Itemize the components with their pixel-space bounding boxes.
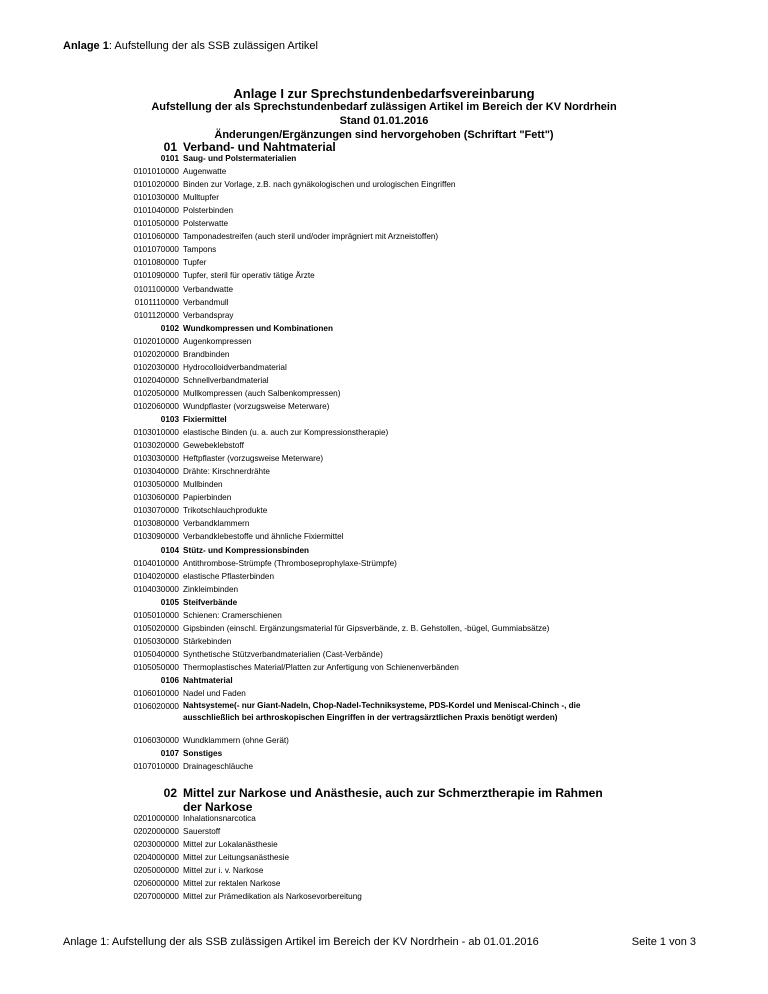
article-code: 0205000000 xyxy=(133,866,179,876)
section-number: 02 xyxy=(163,786,177,800)
list-item xyxy=(0,309,768,322)
group-row xyxy=(0,674,768,687)
article-description: Stütz- und Kompressionsbinden xyxy=(183,545,309,555)
group-row xyxy=(0,413,768,426)
article-code: 0101070000 xyxy=(133,245,179,255)
article-code: 0101110000 xyxy=(134,297,179,307)
list-item xyxy=(0,700,768,726)
article-code: 0101050000 xyxy=(133,219,179,229)
list-item xyxy=(0,838,768,851)
article-description: Mittel zur i. v. Narkose xyxy=(183,866,264,876)
article-description: Sauerstoff xyxy=(183,827,221,837)
list-item xyxy=(0,465,768,478)
article-code: 0107 xyxy=(160,749,179,759)
article-code: 0104010000 xyxy=(133,558,179,568)
page-number: Seite 1 von 3 xyxy=(631,936,696,948)
list-item xyxy=(0,178,768,191)
article-code: 0101040000 xyxy=(133,206,179,216)
list-item xyxy=(0,165,768,178)
article-description: Nadel und Faden xyxy=(183,689,246,699)
article-description: Wundkompressen und Kombinationen xyxy=(183,323,333,333)
list-item xyxy=(0,230,768,243)
article-description: Verbandwatte xyxy=(183,284,234,294)
article-code: 0102050000 xyxy=(133,388,179,398)
group-row xyxy=(0,322,768,335)
article-code: 0102010000 xyxy=(133,336,179,346)
running-header-rest: : Aufstellung der als SSB zulässigen Artikel xyxy=(108,40,318,52)
article-code: 0103 xyxy=(160,415,179,424)
article-description: Verbandklammern xyxy=(183,519,250,529)
article-code: 0103030000 xyxy=(133,454,179,464)
article-code: 0101020000 xyxy=(133,180,179,190)
article-description: Mittel zur Lokalanästhesie xyxy=(183,840,278,850)
article-code: 0101 xyxy=(160,154,179,163)
article-code: 0101100000 xyxy=(134,284,179,294)
list-item xyxy=(0,439,768,452)
article-description: Thermoplastisches Material/Platten zur Anfertigung von Schienenverbänden xyxy=(183,662,459,672)
article-code: 0101030000 xyxy=(133,193,179,203)
list-item xyxy=(0,217,768,230)
article-code: 0105030000 xyxy=(133,636,179,646)
article-description: Zinkleimbinden xyxy=(183,584,239,594)
group-row xyxy=(0,747,768,760)
article-description: Tampons xyxy=(183,245,217,255)
list-item xyxy=(0,283,768,296)
article-description: Mullbinden xyxy=(183,480,223,490)
group-row xyxy=(0,544,768,557)
article-description: Polsterbinden xyxy=(183,206,234,216)
list-item xyxy=(0,504,768,517)
list-item xyxy=(0,243,768,256)
article-description: Mittel zur rektalen Narkose xyxy=(183,879,281,889)
article-code: 0104 xyxy=(160,545,179,555)
article-code: 0106030000 xyxy=(133,736,179,746)
article-code: 0102060000 xyxy=(133,401,179,411)
article-description: Schnellverbandmaterial xyxy=(183,375,269,385)
list-item xyxy=(0,256,768,269)
article-code: 0104030000 xyxy=(133,584,179,594)
list-item xyxy=(0,760,768,773)
document-subtitle: Aufstellung der als Sprechstundenbedarf zulässigen Artikel im Bereich der KV Nordrhein xyxy=(151,101,617,113)
article-description: Augenkompressen xyxy=(183,336,252,346)
article-description: Steifverbände xyxy=(183,597,238,607)
article-code: 0203000000 xyxy=(133,840,179,850)
article-description: Saug- und Polstermaterialien xyxy=(183,154,297,163)
article-description: Sonstiges xyxy=(183,749,223,759)
article-code: 0101090000 xyxy=(133,271,179,281)
article-description: Verbandklebestoffe und ähnliche Fixiermittel xyxy=(183,532,344,542)
document-date: Stand 01.01.2016 xyxy=(339,115,429,127)
article-code: 0101010000 xyxy=(133,167,179,177)
list-item xyxy=(0,204,768,217)
list-item xyxy=(0,890,768,903)
article-code: 0103040000 xyxy=(133,467,179,477)
running-header xyxy=(63,40,318,52)
article-code: 0106 xyxy=(160,676,179,685)
article-code: 0106020000 xyxy=(133,702,179,712)
article-description: Tamponadestreifen (auch steril und/oder imprägniert mit Arzneistoffen) xyxy=(183,232,439,242)
article-code: 0104020000 xyxy=(133,571,179,581)
article-code: 0103090000 xyxy=(133,532,179,542)
article-description: Mittel zur Prämedikation als Narkosevorbereitung xyxy=(183,892,362,902)
article-description: Heftpflaster (vorzugsweise Meterware) xyxy=(183,454,324,464)
article-code: 0103010000 xyxy=(133,428,179,438)
section-title: Mittel zur Narkose und Anästhesie, auch zur Schmerztherapie im Rahmen der Narkose xyxy=(183,786,603,814)
article-description: Tupfer xyxy=(183,258,207,268)
list-item xyxy=(0,622,768,635)
running-header-bold: Anlage 1 xyxy=(63,40,109,52)
article-code: 0106010000 xyxy=(133,689,179,699)
article-description: Inhalationsnarcotica xyxy=(183,814,256,823)
article-description: Synthetische Stützverbandmaterialien (Cast-Verbände) xyxy=(183,649,383,659)
footer-text: Anlage 1: Aufstellung der als SSB zulässigen Artikel im Bereich der KV Nordrhein - ab 01.01.2016 xyxy=(63,936,539,948)
article-description: Polsterwatte xyxy=(183,219,229,229)
list-item xyxy=(0,583,768,596)
article-description: Trikotschlauchprodukte xyxy=(183,506,268,516)
article-code: 0103050000 xyxy=(133,480,179,490)
list-item xyxy=(0,517,768,530)
document-note: Änderungen/Ergänzungen sind hervorgehoben (Schriftart "Fett") xyxy=(214,129,554,141)
article-code: 0204000000 xyxy=(133,853,179,863)
group-row xyxy=(0,596,768,609)
article-description: Binden zur Vorlage, z.B. nach gynäkologischen und urologischen Eingriffen xyxy=(183,180,456,190)
article-code: 0206000000 xyxy=(133,879,179,889)
article-description: Wundklammern (ohne Gerät) xyxy=(183,736,289,746)
article-description: Gipsbinden (einschl. Ergänzungsmaterial für Gipsverbände, z. B. Gehstollen, -bügel, Gummiabsätze) xyxy=(183,623,550,633)
article-code: 0202000000 xyxy=(133,827,179,837)
article-code: 0107010000 xyxy=(133,762,179,772)
list-item xyxy=(0,530,768,543)
article-description: Mittel zur Leitungsanästhesie xyxy=(183,853,290,863)
list-item xyxy=(0,374,768,387)
article-code: 0103070000 xyxy=(133,506,179,516)
list-item xyxy=(0,452,768,465)
article-code: 0105010000 xyxy=(133,610,179,620)
article-description: Drähte: Kirschnerdrähte xyxy=(183,467,270,477)
article-description: Mulltupfer xyxy=(183,193,219,203)
list-item xyxy=(0,661,768,674)
list-item xyxy=(0,387,768,400)
article-description: Verbandmull xyxy=(183,297,229,307)
list-item xyxy=(0,648,768,661)
list-item xyxy=(0,687,768,700)
article-description: elastische Pflasterbinden xyxy=(183,571,275,581)
article-description: Fixiermittel xyxy=(183,415,227,424)
list-item xyxy=(0,400,768,413)
list-item xyxy=(0,825,768,838)
list-item xyxy=(0,269,768,282)
article-description: Gewebeklebstoff xyxy=(183,441,244,451)
article-code: 0101120000 xyxy=(134,310,179,320)
list-item xyxy=(0,557,768,570)
section-title: Verband- und Nahtmaterial xyxy=(183,140,336,154)
list-item xyxy=(0,864,768,877)
article-code: 0102 xyxy=(160,323,179,333)
list-item xyxy=(0,478,768,491)
article-code: 0101080000 xyxy=(133,258,179,268)
list-item xyxy=(0,426,768,439)
article-code: 0201000000 xyxy=(133,814,179,823)
article-description: Tupfer, steril für operativ tätige Ärzte xyxy=(183,271,315,281)
list-item xyxy=(0,734,768,747)
list-item xyxy=(0,491,768,504)
section-number: 01 xyxy=(163,140,177,154)
list-item xyxy=(0,877,768,890)
list-item xyxy=(0,191,768,204)
article-code: 0103020000 xyxy=(133,441,179,451)
article-code: 0105040000 xyxy=(133,649,179,659)
article-description: Drainageschläuche xyxy=(183,762,254,772)
article-code: 0103060000 xyxy=(133,493,179,503)
list-item xyxy=(0,361,768,374)
list-item xyxy=(0,609,768,622)
list-item xyxy=(0,348,768,361)
article-description: Schienen: Cramerschienen xyxy=(183,610,282,620)
list-item xyxy=(0,296,768,309)
article-description: elastische Binden (u. a. auch zur Kompressionstherapie) xyxy=(183,428,389,438)
article-description: Hydrocolloidverbandmaterial xyxy=(183,362,287,372)
article-description: Stärkebinden xyxy=(183,636,232,646)
article-description: Mullkompressen (auch Salbenkompressen) xyxy=(183,388,341,398)
article-code: 0105 xyxy=(160,597,179,607)
document-title: Anlage I zur Sprechstundenbedarfsvereinbarung xyxy=(233,86,535,101)
list-item xyxy=(0,635,768,648)
article-code: 0101060000 xyxy=(133,232,179,242)
list-item xyxy=(0,851,768,864)
article-description: Papierbinden xyxy=(183,493,232,503)
list-item xyxy=(0,812,768,825)
article-description: Antithrombose-Strümpfe (Thromboseprophylaxe-Strümpfe) xyxy=(183,558,397,568)
group-row xyxy=(0,152,768,165)
article-code: 0207000000 xyxy=(133,892,179,902)
article-code: 0102030000 xyxy=(133,362,179,372)
article-description: Wundpflaster (vorzugsweise Meterware) xyxy=(183,401,330,411)
article-description: Brandbinden xyxy=(183,349,230,359)
article-code: 0103080000 xyxy=(133,519,179,529)
list-item xyxy=(0,570,768,583)
article-code: 0105050000 xyxy=(133,662,179,672)
article-code: 0105020000 xyxy=(133,623,179,633)
article-code: 0102040000 xyxy=(133,375,179,385)
article-description: Nahtmaterial xyxy=(183,676,233,685)
article-code: 0102020000 xyxy=(133,349,179,359)
list-item xyxy=(0,335,768,348)
article-description: Verbandspray xyxy=(183,310,234,320)
article-description: Nahtsysteme(- nur Giant-Nadeln, Chop-Nadel-Techniksysteme, PDS-Kordel und Meniscal-Chinch -, die ausschließlich bei arthroskopischen Eingriffen in der vertragsärztlichen Praxis benötigt werden) xyxy=(183,701,581,723)
article-description: Augenwatte xyxy=(183,167,227,177)
